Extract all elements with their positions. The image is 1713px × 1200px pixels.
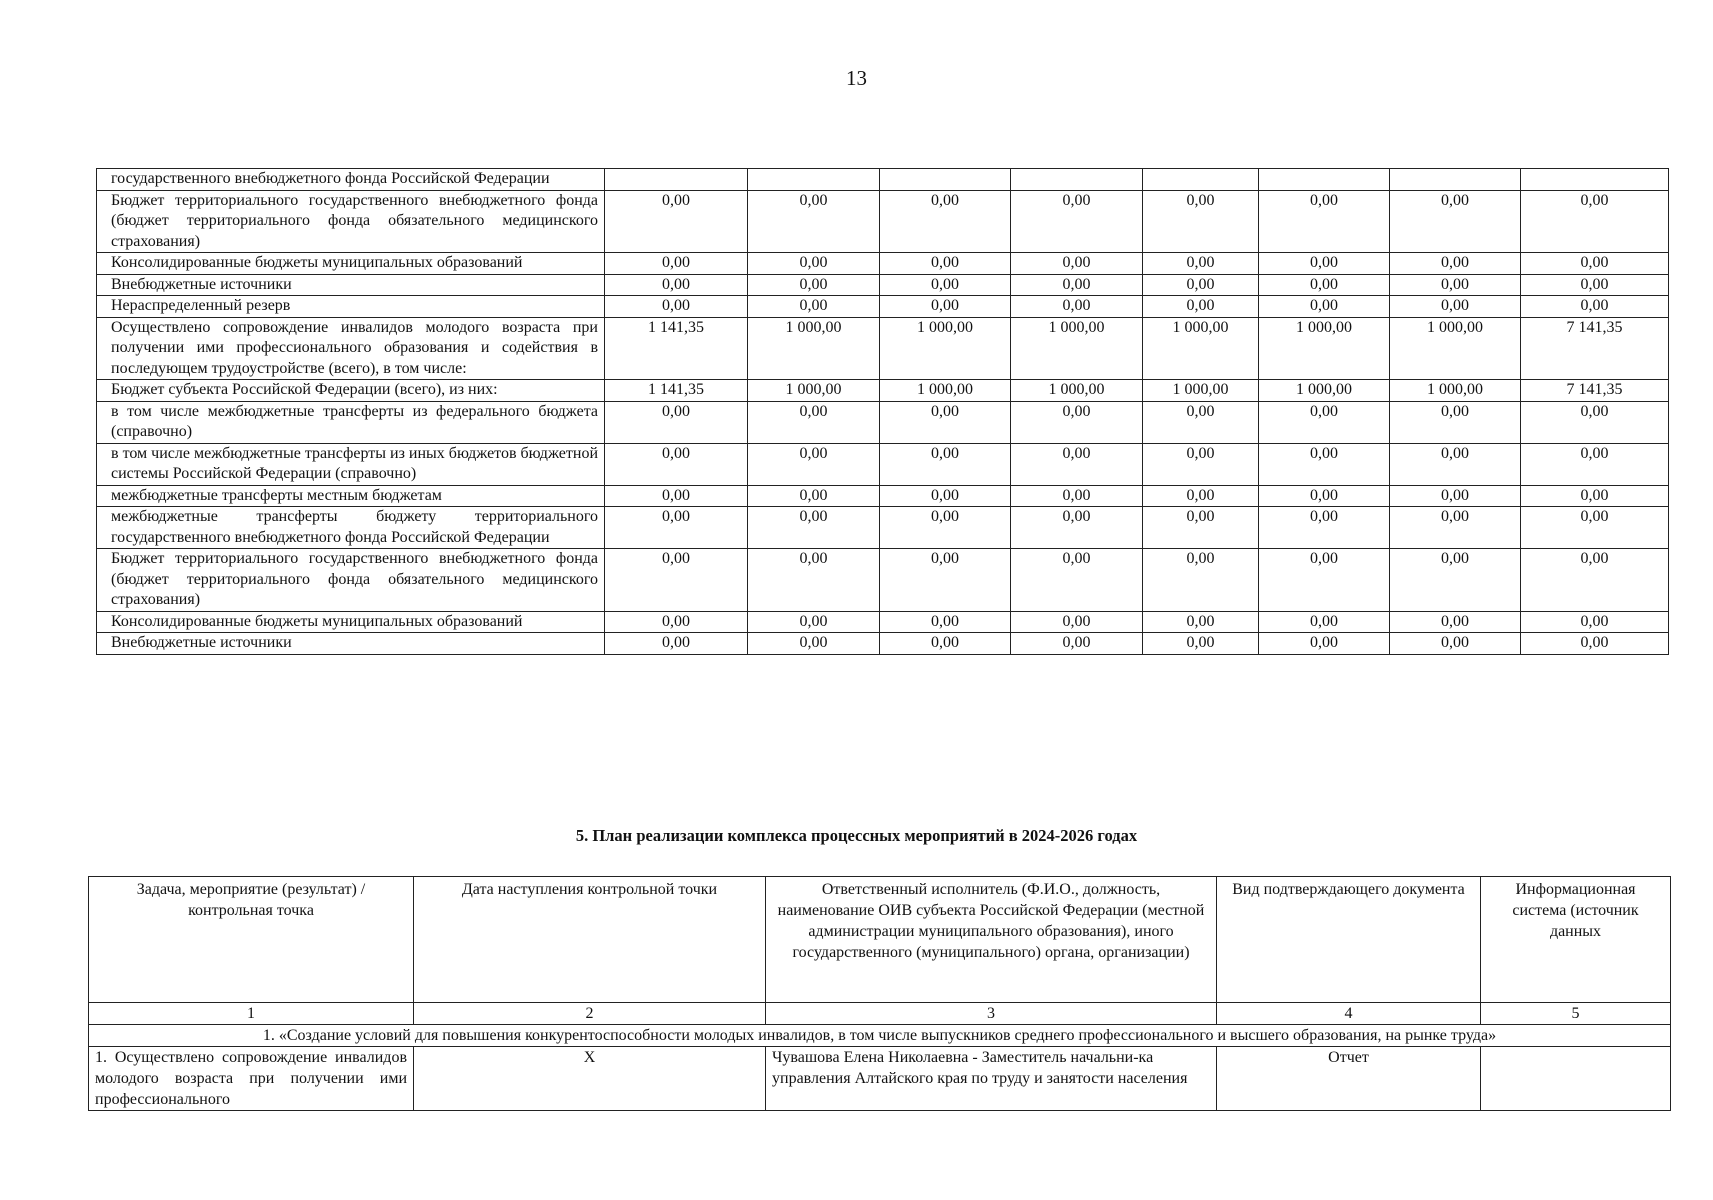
column-number: 5 — [1481, 1003, 1671, 1025]
row-value: 0,00 — [605, 274, 748, 296]
row-value: 0,00 — [1521, 443, 1669, 485]
financing-row — [97, 443, 1669, 485]
row-value: 1 000,00 — [1259, 317, 1390, 380]
row-value: 0,00 — [605, 507, 748, 549]
row-label: государственного внебюджетного фонда Российской Федерации — [97, 169, 605, 191]
row-value: 0,00 — [1011, 633, 1143, 655]
row-value: 7 141,35 — [1521, 380, 1669, 402]
row-value: 0,00 — [1390, 633, 1521, 655]
row-value: 0,00 — [1390, 190, 1521, 253]
row-value: 0,00 — [748, 401, 880, 443]
row-value: 0,00 — [748, 611, 880, 633]
header-document: Вид подтверждающего документа — [1217, 877, 1481, 1003]
row-value: 0,00 — [1259, 633, 1390, 655]
row-value: 0,00 — [1259, 190, 1390, 253]
row-value — [1521, 169, 1669, 191]
financing-row — [97, 274, 1669, 296]
row-value: 1 000,00 — [1390, 317, 1521, 380]
page-number: 13 — [846, 66, 867, 90]
column-number: 2 — [414, 1003, 766, 1025]
row-value: 0,00 — [1390, 485, 1521, 507]
row-value: 0,00 — [1143, 274, 1259, 296]
row-value: 1 000,00 — [1143, 380, 1259, 402]
row-value: 1 000,00 — [1011, 317, 1143, 380]
row-value: 1 000,00 — [748, 317, 880, 380]
row-value: 0,00 — [1011, 507, 1143, 549]
row-value: 0,00 — [605, 401, 748, 443]
row-value: 0,00 — [1143, 507, 1259, 549]
row-value: 0,00 — [1143, 190, 1259, 253]
row-value: 0,00 — [605, 549, 748, 612]
row-value: 0,00 — [748, 296, 880, 318]
document-cell: Отчет — [1217, 1047, 1481, 1111]
row-value: 1 000,00 — [1011, 380, 1143, 402]
task-title: 1. «Создание условий для повышения конкурентоспособности молодых инвалидов, в том числе выпускников среднего профессионального и высшего образования, на рынке труда» — [89, 1025, 1671, 1047]
row-value: 0,00 — [748, 507, 880, 549]
row-value: 0,00 — [1390, 611, 1521, 633]
row-value: 0,00 — [1259, 253, 1390, 275]
row-value: 0,00 — [880, 401, 1011, 443]
row-value: 0,00 — [1521, 507, 1669, 549]
activity-cell: 1. Осуществлено сопровождение инвалидов молодого возраста при получении ими профессионального — [89, 1047, 414, 1111]
row-value: 0,00 — [605, 611, 748, 633]
row-value — [1011, 169, 1143, 191]
row-value: 0,00 — [1521, 253, 1669, 275]
row-value: 0,00 — [1259, 507, 1390, 549]
row-value: 0,00 — [1521, 485, 1669, 507]
row-value: 1 000,00 — [1259, 380, 1390, 402]
financing-row — [97, 401, 1669, 443]
row-value: 0,00 — [1259, 549, 1390, 612]
row-value: 0,00 — [1521, 401, 1669, 443]
row-value: 0,00 — [748, 485, 880, 507]
row-value: 0,00 — [1143, 549, 1259, 612]
row-value: 0,00 — [880, 485, 1011, 507]
row-value: 1 141,35 — [605, 317, 748, 380]
row-value: 0,00 — [1521, 296, 1669, 318]
row-value: 0,00 — [1143, 443, 1259, 485]
column-number: 4 — [1217, 1003, 1481, 1025]
row-value: 0,00 — [1143, 253, 1259, 275]
row-value — [748, 169, 880, 191]
row-value: 7 141,35 — [1521, 317, 1669, 380]
row-label: межбюджетные трансферты местным бюджетам — [97, 485, 605, 507]
row-label: Внебюджетные источники — [97, 274, 605, 296]
row-value: 0,00 — [880, 190, 1011, 253]
row-value: 0,00 — [605, 253, 748, 275]
column-number-row — [89, 1003, 1671, 1025]
row-value: 0,00 — [1011, 401, 1143, 443]
row-value: 0,00 — [605, 485, 748, 507]
row-value — [605, 169, 748, 191]
financing-table-body — [97, 169, 1669, 655]
financing-row — [97, 169, 1669, 191]
financing-row — [97, 253, 1669, 275]
row-label: Консолидированные бюджеты муниципальных образований — [97, 253, 605, 275]
financing-row — [97, 633, 1669, 655]
row-value: 0,00 — [1259, 401, 1390, 443]
activity-row — [89, 1047, 1671, 1111]
row-value: 0,00 — [748, 633, 880, 655]
row-value: 0,00 — [748, 549, 880, 612]
row-value: 0,00 — [748, 253, 880, 275]
row-value: 0,00 — [1390, 296, 1521, 318]
plan-table — [88, 876, 1671, 1111]
header-task: Задача, мероприятие (результат) / контрольная точка — [89, 877, 414, 1003]
row-value: 0,00 — [1390, 549, 1521, 612]
column-number: 1 — [89, 1003, 414, 1025]
row-value: 1 141,35 — [605, 380, 748, 402]
financing-row — [97, 190, 1669, 253]
row-value: 0,00 — [1259, 485, 1390, 507]
row-value — [1143, 169, 1259, 191]
row-value: 0,00 — [880, 633, 1011, 655]
row-value: 0,00 — [1143, 296, 1259, 318]
row-value — [880, 169, 1011, 191]
row-value: 0,00 — [1011, 274, 1143, 296]
row-value: 0,00 — [1011, 485, 1143, 507]
row-value: 0,00 — [1259, 274, 1390, 296]
row-value: 0,00 — [1390, 507, 1521, 549]
financing-row — [97, 507, 1669, 549]
row-value: 0,00 — [748, 443, 880, 485]
row-value: 1 000,00 — [1390, 380, 1521, 402]
row-value: 0,00 — [1011, 611, 1143, 633]
row-value: 1 000,00 — [880, 317, 1011, 380]
row-value: 0,00 — [1143, 485, 1259, 507]
row-value: 0,00 — [1011, 190, 1143, 253]
row-value: 0,00 — [1521, 611, 1669, 633]
row-label: в том числе межбюджетные трансферты из федерального бюджета (справочно) — [97, 401, 605, 443]
financing-row — [97, 296, 1669, 318]
row-value: 0,00 — [880, 507, 1011, 549]
row-value: 0,00 — [748, 274, 880, 296]
responsible-cell: Чувашова Елена Николаевна - Заместитель начальни-ка управления Алтайского края по труду и занятости населения — [766, 1047, 1217, 1111]
row-value — [1390, 169, 1521, 191]
column-number: 3 — [766, 1003, 1217, 1025]
row-value: 0,00 — [1143, 633, 1259, 655]
row-value: 0,00 — [880, 443, 1011, 485]
row-value: 0,00 — [605, 296, 748, 318]
row-value: 0,00 — [880, 274, 1011, 296]
row-label: в том числе межбюджетные трансферты из иных бюджетов бюджетной системы Российской Федерации (справочно) — [97, 443, 605, 485]
row-value: 0,00 — [1011, 549, 1143, 612]
row-value: 0,00 — [1259, 611, 1390, 633]
plan-table-header-row — [89, 877, 1671, 1003]
row-label: Бюджет субъекта Российской Федерации (всего), из них: — [97, 380, 605, 402]
row-value: 0,00 — [880, 253, 1011, 275]
row-label: Внебюджетные источники — [97, 633, 605, 655]
row-value: 0,00 — [605, 190, 748, 253]
row-value: 0,00 — [1521, 633, 1669, 655]
row-value: 0,00 — [1390, 443, 1521, 485]
section-title: 5. План реализации комплекса процессных мероприятий в 2024-2026 годах — [575, 826, 1138, 845]
row-label: Осуществлено сопровождение инвалидов молодого возраста при получении ими профессионального образования и содействия в последующем трудоустройстве (всего), в том числе: — [97, 317, 605, 380]
row-value: 0,00 — [1143, 611, 1259, 633]
row-value: 0,00 — [748, 190, 880, 253]
row-value: 0,00 — [1390, 274, 1521, 296]
row-label: Бюджет территориального государственного внебюджетного фонда (бюджет территориального фонда обязательного медицинского страхования) — [97, 549, 605, 612]
info-system-cell — [1481, 1047, 1671, 1111]
row-label: межбюджетные трансферты бюджету территориального государственного внебюджетного фонда Российской Федерации — [97, 507, 605, 549]
row-value: 0,00 — [1259, 443, 1390, 485]
row-value: 0,00 — [1011, 443, 1143, 485]
row-value: 0,00 — [1521, 190, 1669, 253]
row-label: Нераспределенный резерв — [97, 296, 605, 318]
financing-row — [97, 485, 1669, 507]
row-value: 1 000,00 — [748, 380, 880, 402]
header-date: Дата наступления контрольной точки — [414, 877, 766, 1003]
row-value: 0,00 — [1143, 401, 1259, 443]
header-responsible: Ответственный исполнитель (Ф.И.О., должность, наименование ОИВ субъекта Российской Федерации (местной администрации муниципального образования), иного государственного (муниципального) органа, организации) — [766, 877, 1217, 1003]
row-value: 1 000,00 — [880, 380, 1011, 402]
row-label: Бюджет территориального государственного внебюджетного фонда (бюджет территориального фонда обязательного медицинского страхования) — [97, 190, 605, 253]
row-value: 0,00 — [1011, 253, 1143, 275]
row-value — [1259, 169, 1390, 191]
financing-row — [97, 611, 1669, 633]
task-row — [89, 1025, 1671, 1047]
row-value: 0,00 — [1521, 274, 1669, 296]
row-value: 0,00 — [605, 443, 748, 485]
financing-row — [97, 317, 1669, 380]
row-value: 0,00 — [880, 611, 1011, 633]
financing-row — [97, 549, 1669, 612]
row-value: 0,00 — [1390, 401, 1521, 443]
row-value: 0,00 — [605, 633, 748, 655]
row-value: 1 000,00 — [1143, 317, 1259, 380]
row-value: 0,00 — [1521, 549, 1669, 612]
financing-row — [97, 380, 1669, 402]
row-value: 0,00 — [1259, 296, 1390, 318]
header-info-system: Информационная система (источник данных — [1481, 877, 1671, 1003]
row-value: 0,00 — [880, 549, 1011, 612]
row-value: 0,00 — [1390, 253, 1521, 275]
row-label: Консолидированные бюджеты муниципальных образований — [97, 611, 605, 633]
row-value: 0,00 — [1011, 296, 1143, 318]
financing-table — [96, 168, 1669, 655]
row-value: 0,00 — [880, 296, 1011, 318]
date-cell: Х — [414, 1047, 766, 1111]
